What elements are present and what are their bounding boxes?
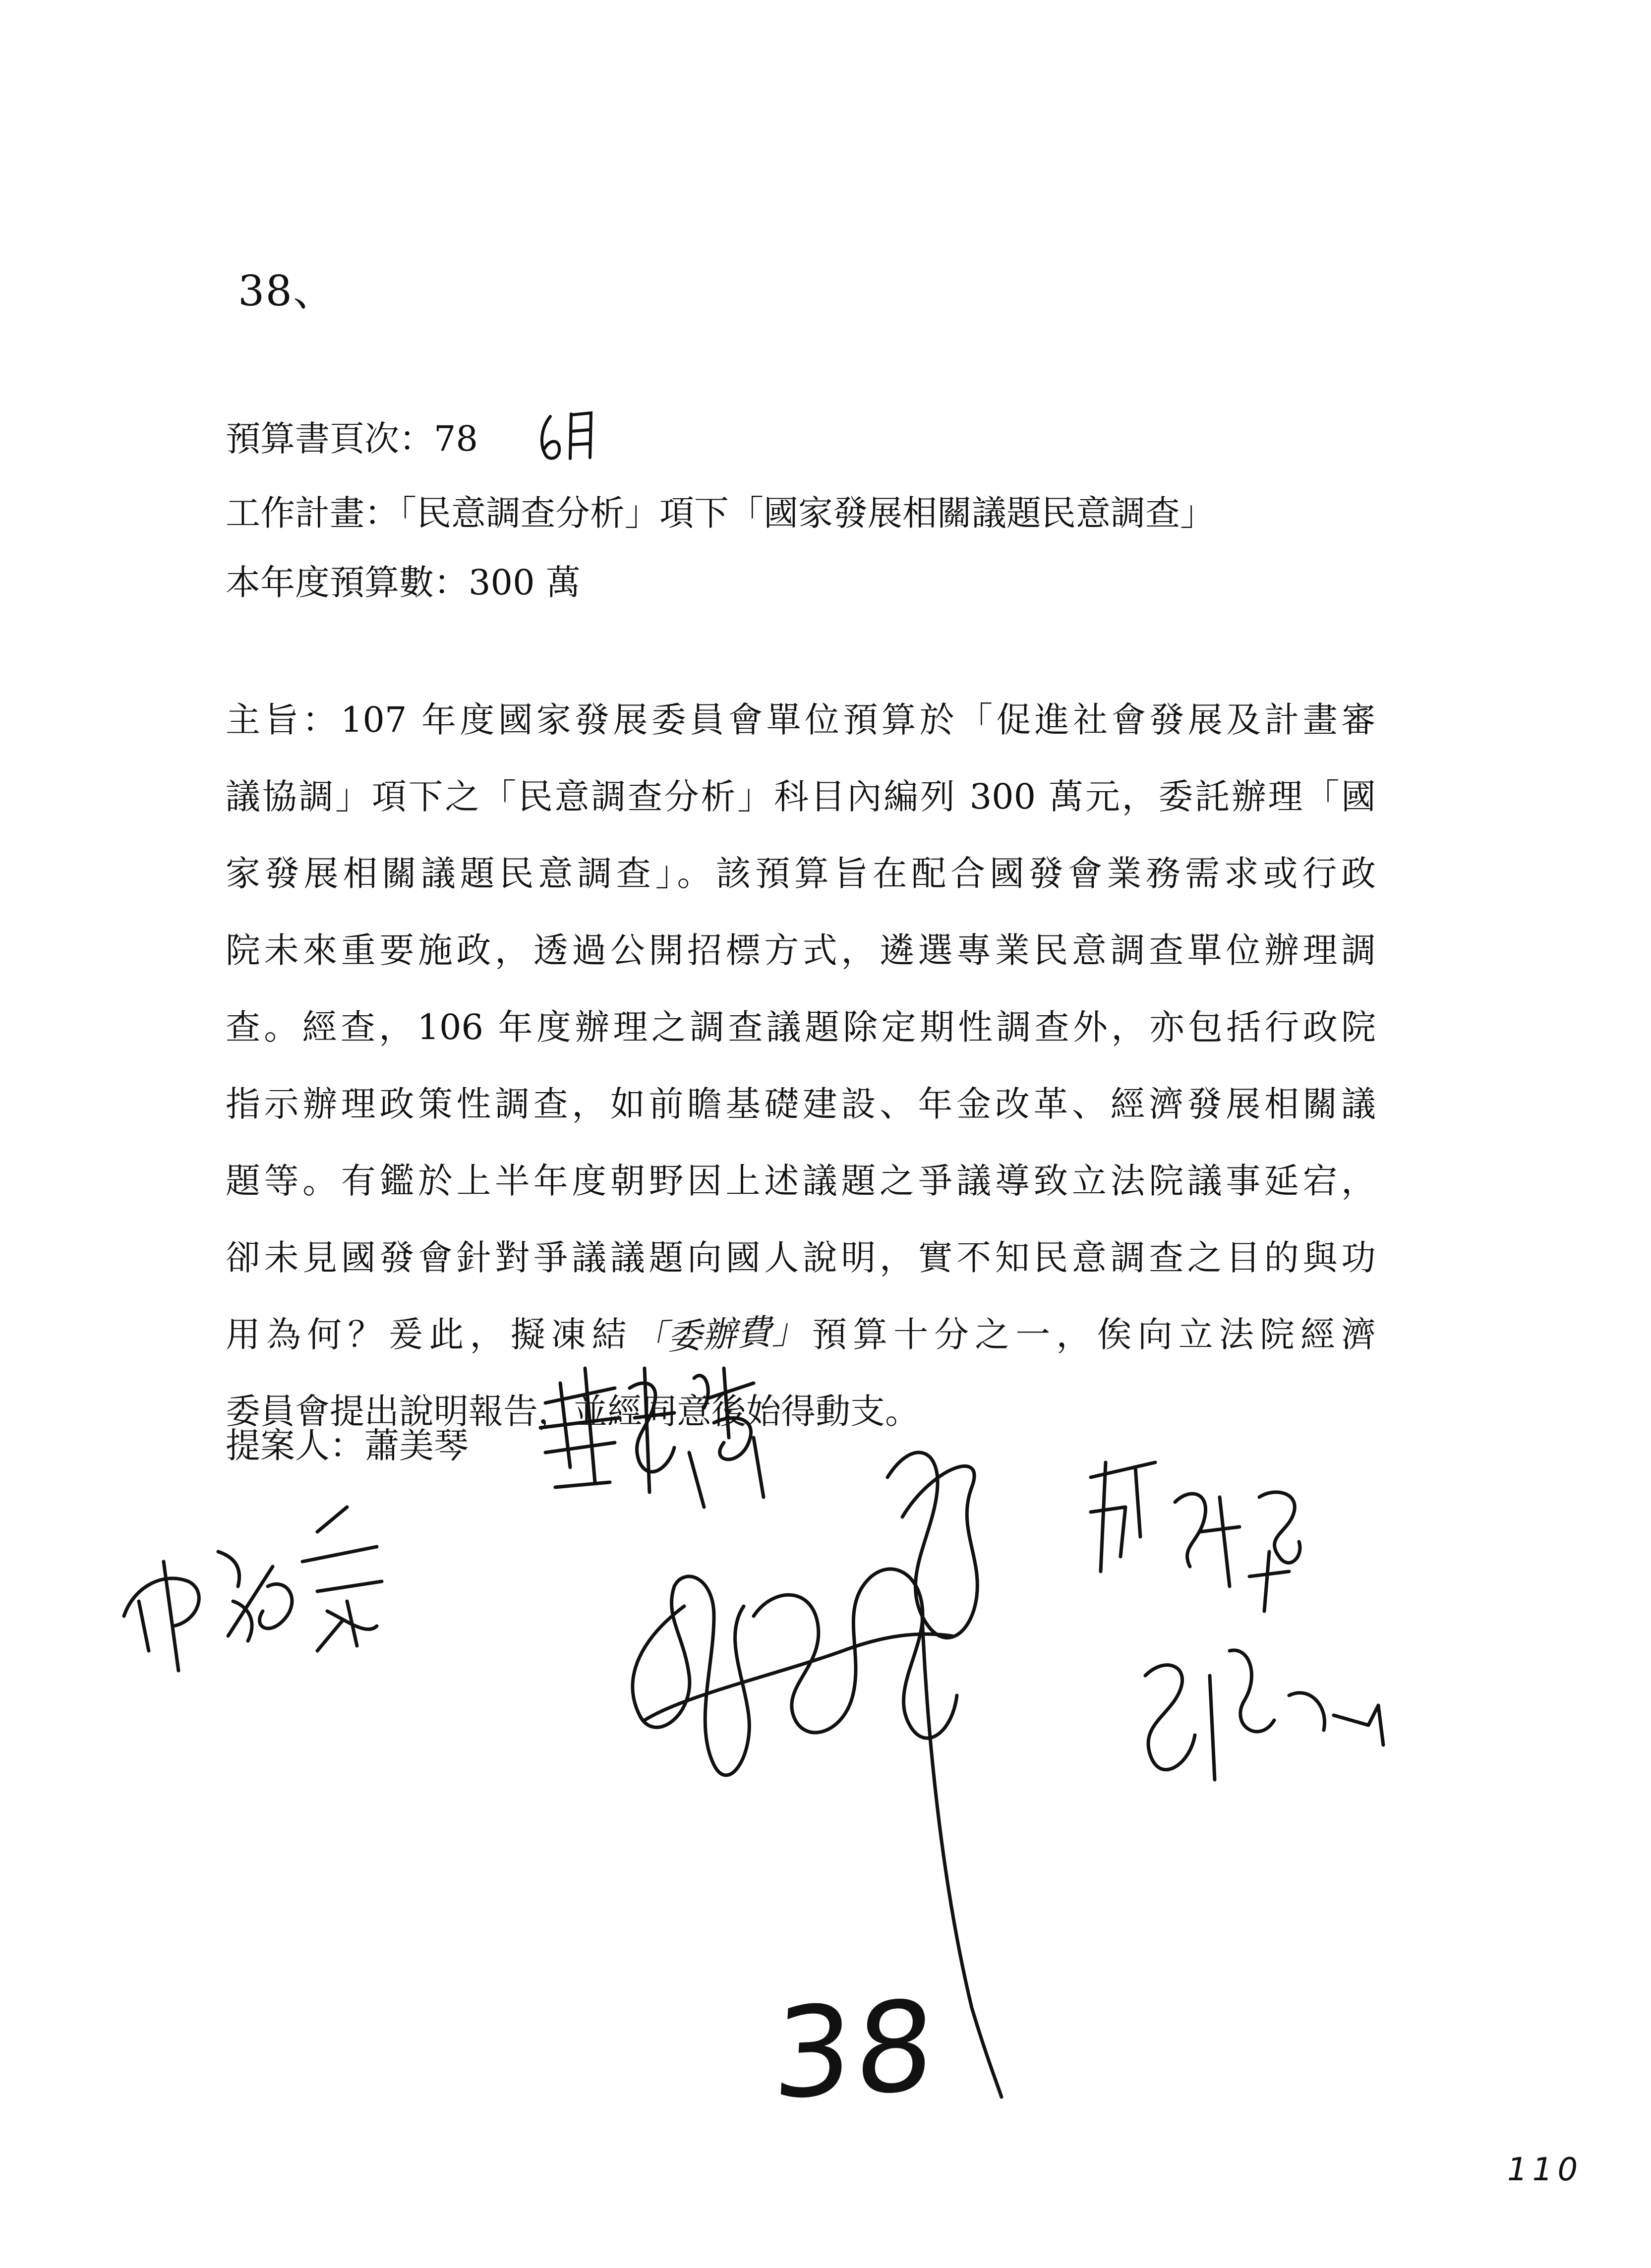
signature-2: [124, 1507, 382, 1671]
signature-5: [1145, 1650, 1383, 1780]
body-line: 院未來重要施政，透過公開招標方式，遴選專業民意調查單位辦理調: [226, 930, 1376, 971]
page-number: 110: [1507, 2152, 1583, 2188]
body-line-9-text-after: 預算十分之一，俟向立法院經濟: [806, 1314, 1376, 1355]
proposer-line: 提案人：蕭美琴: [226, 1425, 469, 1466]
item-number: 38、: [238, 267, 336, 315]
body-line: 題等。有鑑於上半年度朝野因上述議題之爭議導致立法院議事延宕，: [226, 1161, 1376, 1201]
body-line-frozen-item: [226, 1296, 1376, 1373]
body-line: 卻未見國發會針對爭議議題向國人說明，實不知民意調查之目的與功: [226, 1237, 1376, 1278]
body-line-9-text: 用為何？爰此，擬凍結: [226, 1314, 633, 1355]
handwritten-note-6-month: [535, 409, 600, 464]
body-line: 指示辦理政策性調查，如前瞻基礎建設、年金改革、經濟發展相關議: [226, 1084, 1376, 1124]
body-line: 家發展相關議題民意調查」。該預算旨在配合國發會業務需求或行政: [226, 853, 1376, 894]
body-line: 查。經查，106 年度辦理之調查議題除定期性調查外，亦包括行政院: [226, 1007, 1376, 1047]
handwritten-inline-commission-fee: 「委辦費」: [631, 1309, 807, 1360]
body-line: 委員會提出說明報告，並經同意後始得動支。: [226, 1391, 920, 1432]
body-line: 議協調」項下之「民意調查分析」科目內編列 300 萬元，委託辦理「國: [226, 776, 1376, 817]
motion-body: [226, 682, 1376, 1450]
body-line: 主旨：107 年度國家發展委員會單位預算於「促進社會發展及計畫審: [226, 699, 1376, 740]
current-budget-line: 本年度預算數：300 萬: [226, 562, 581, 603]
budget-page-line: 預算書頁次：78: [226, 418, 478, 459]
work-plan-line: 工作計畫：「民意調查分析」項下「國家發展相關議題民意調查」: [226, 493, 1215, 533]
handwritten-item-number: 38: [769, 1973, 941, 2127]
signature-4: [1091, 1462, 1300, 1611]
